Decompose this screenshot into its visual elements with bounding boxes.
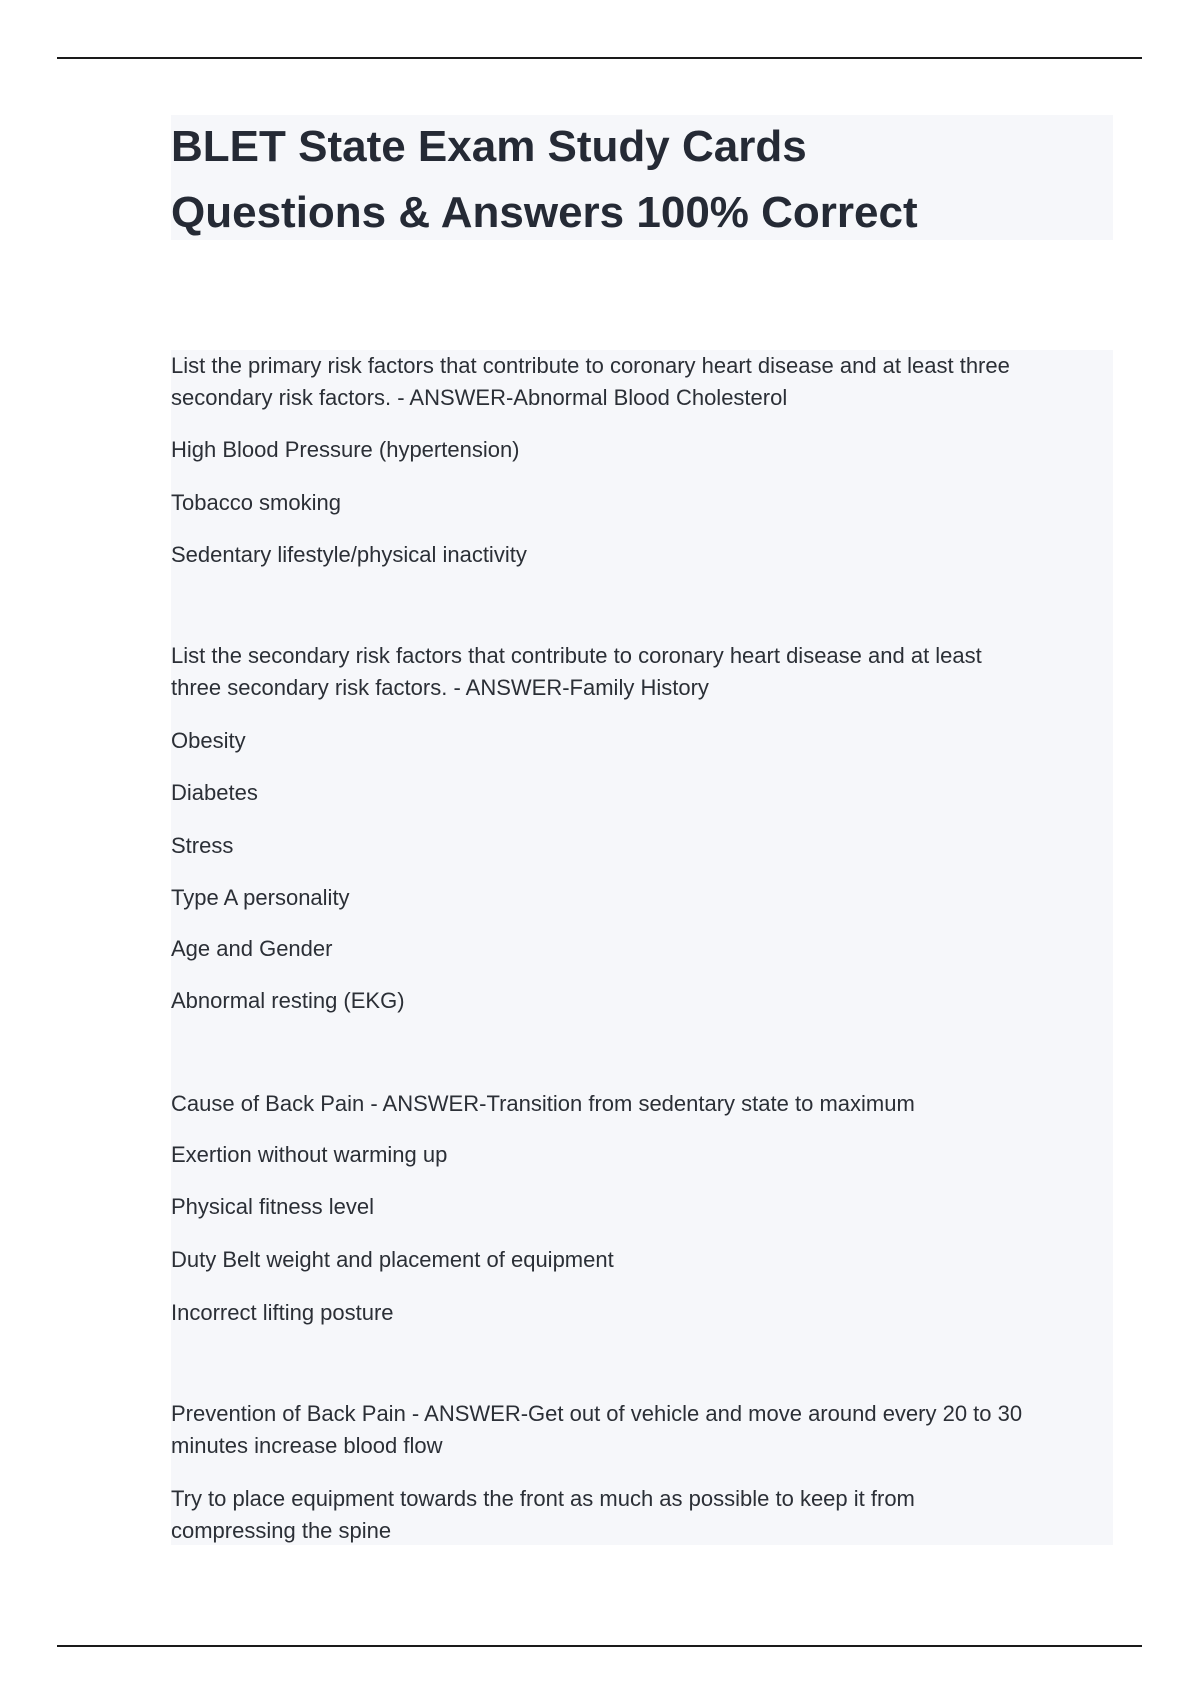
card-2-question-line-2: three secondary risk factors. - ANSWER-Family History [171,675,709,700]
card-4-answer-line-2: compressing the spine [171,1518,392,1543]
card-2-answer-item: Abnormal resting (EKG) [171,988,405,1013]
bottom-divider [57,1645,1142,1647]
card-3-answer-item: Exertion without warming up [171,1142,448,1167]
card-1-answer-item: Tobacco smoking [171,490,341,515]
card-4-answer-line-1: Try to place equipment towards the front as much as possible to keep it from [171,1486,915,1511]
card-2-question-line-1: List the secondary risk factors that contribute to coronary heart disease and at least [171,643,982,668]
study-cards-content [171,350,1113,1545]
card-4-question-line-2: minutes increase blood flow [171,1433,443,1458]
card-3-answer-item: Duty Belt weight and placement of equipment [171,1247,614,1272]
document-title [171,115,1113,240]
title-line-2: Questions & Answers 100% Correct [171,188,918,237]
card-2-answer-item: Stress [171,833,234,858]
card-1-answer-item: Sedentary lifestyle/physical inactivity [171,542,527,567]
card-1-answer-item: High Blood Pressure (hypertension) [171,437,520,462]
card-1-question-line-1: List the primary risk factors that contribute to coronary heart disease and at least three [171,353,1010,378]
card-3-answer-item: Incorrect lifting posture [171,1300,394,1325]
top-divider [57,57,1142,59]
card-2-answer-item: Obesity [171,728,246,753]
card-2-answer-item: Type A personality [171,885,350,910]
title-line-1: BLET State Exam Study Cards [171,122,807,171]
card-1-question-line-2: secondary risk factors. - ANSWER-Abnormal Blood Cholesterol [171,385,788,410]
card-3-question-line-1: Cause of Back Pain - ANSWER-Transition from sedentary state to maximum [171,1091,915,1116]
card-3-answer-item: Physical fitness level [171,1194,374,1219]
card-2-answer-item: Diabetes [171,780,258,805]
card-2-answer-item: Age and Gender [171,936,333,961]
card-4-question-line-1: Prevention of Back Pain - ANSWER-Get out of vehicle and move around every 20 to 30 [171,1401,1023,1426]
